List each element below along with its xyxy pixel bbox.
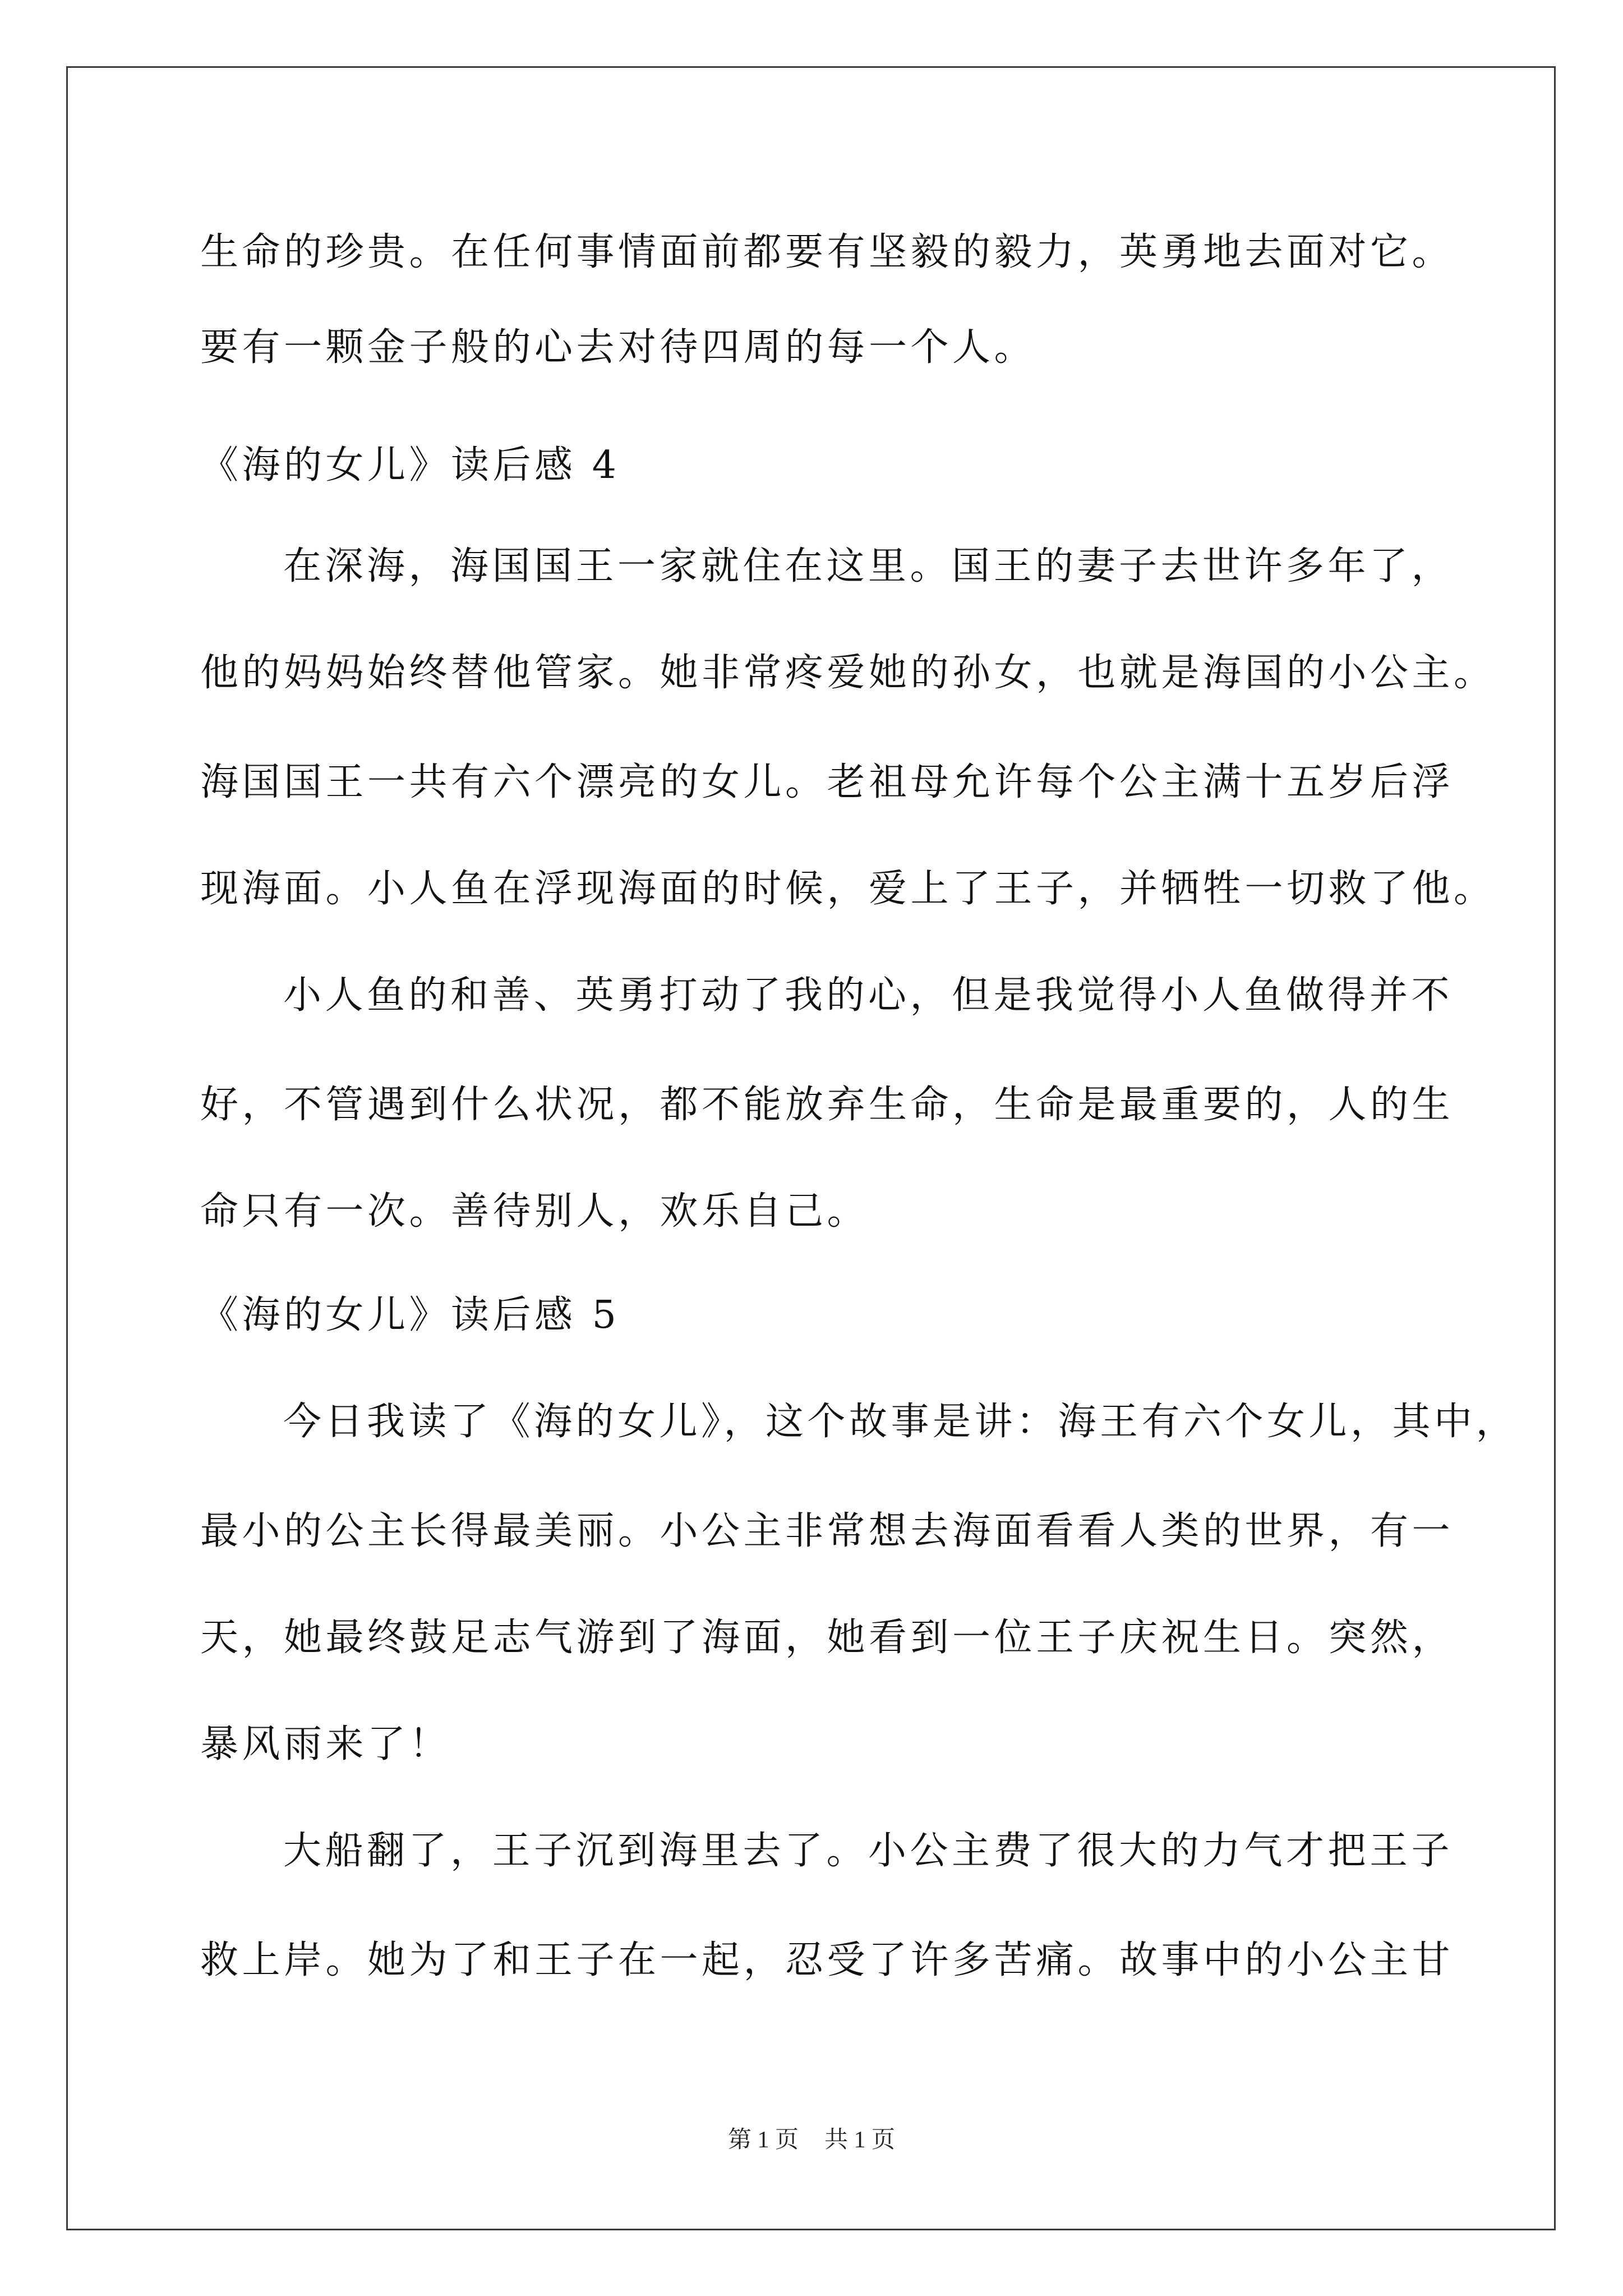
text-line: 命只有一次。善待别人，欢乐自己。 [200, 1189, 869, 1234]
text-line: 海国国王一共有六个漂亮的女儿。老祖母允许每个公主满十五岁后浮 [200, 760, 1454, 804]
text-line: 天，她最终鼓足志气游到了海面，她看到一位王子庆祝生日。突然， [200, 1616, 1454, 1660]
paragraph-start: 大船翻了，王子沉到海里去了。小公主费了很大的力气才把王子 [283, 1829, 1454, 1873]
text-line: 好，不管遇到什么状况，都不能放弃生命，生命是最重要的，人的生 [200, 1083, 1454, 1127]
text-line: 要有一颗金子般的心去对待四周的每一个人。 [200, 325, 1036, 370]
text-line: 最小的公主长得最美丽。小公主非常想去海面看看人类的世界，有一 [200, 1509, 1454, 1553]
page-border [66, 66, 1556, 2230]
page-footer [0, 2126, 1623, 2154]
text-line: 救上岸。她为了和王子在一起，忍受了许多苦痛。故事中的小公主甘 [200, 1938, 1454, 1982]
text-line: 现海面。小人鱼在浮现海面的时候，爱上了王子，并牺牲一切救了他。 [200, 867, 1496, 911]
section-heading: 《海的女儿》读后感 5 [200, 1293, 620, 1337]
text-line: 他的妈妈始终替他管家。她非常疼爱她的孙女，也就是海国的小公主。 [200, 651, 1496, 695]
section-heading: 《海的女儿》读后感 4 [200, 443, 620, 487]
paragraph-start: 今日我读了《海的女儿》，这个故事是讲：海王有六个女儿，其中， [283, 1400, 1518, 1444]
text-line: 生命的珍贵。在任何事情面前都要有坚毅的毅力，英勇地去面对它。 [200, 230, 1454, 274]
paragraph-start: 小人鱼的和善、英勇打动了我的心，但是我觉得小人鱼做得并不 [283, 973, 1454, 1018]
page-total: 共 1 页 [824, 2127, 896, 2153]
text-line: 暴风雨来了！ [200, 1722, 451, 1766]
paragraph-start: 在深海，海国国王一家就住在这里。国王的妻子去世许多年了， [283, 544, 1454, 588]
page-number: 第 1 页 [727, 2127, 799, 2153]
